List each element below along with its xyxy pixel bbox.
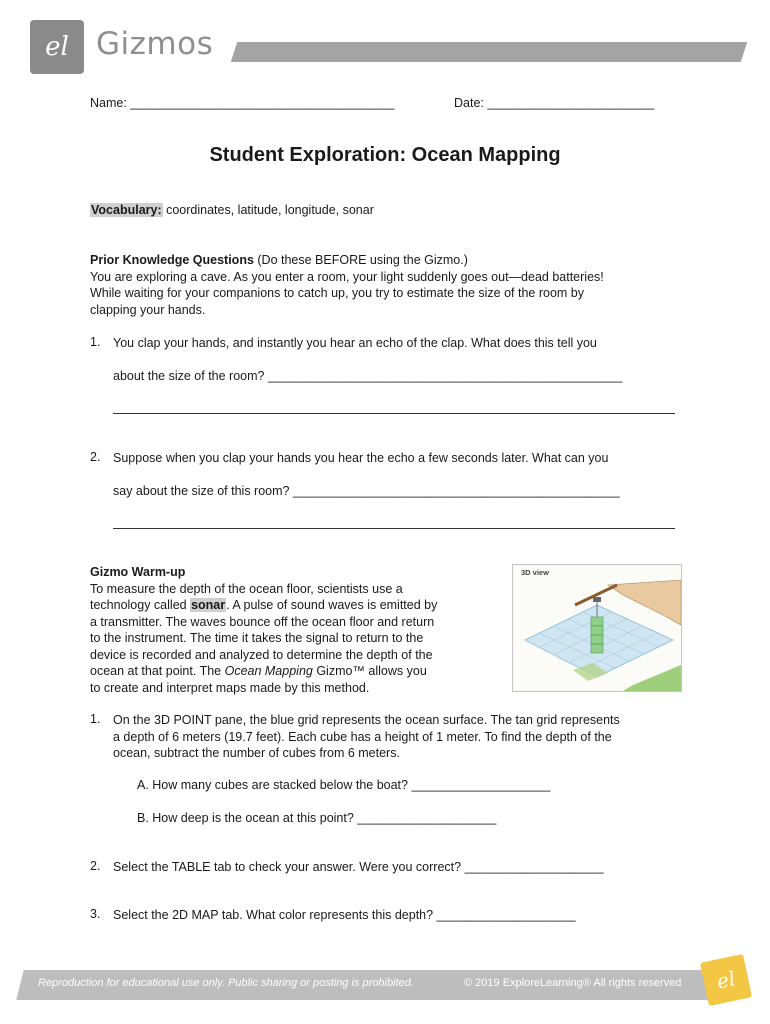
footer-logo: el <box>700 954 752 1006</box>
prior-question-1: You clap your hands, and instantly you hear an echo of the clap. What does this tell you <box>113 336 597 350</box>
warmup-line: a transmitter. The waves bounce off the ocean floor and return <box>90 614 435 629</box>
warmup-question-3[interactable]: Select the 2D MAP tab. What color represents this depth? ____________________ <box>113 908 576 922</box>
question-number: 2. <box>90 450 101 464</box>
prior-heading: Prior Knowledge Questions <box>90 253 254 267</box>
warmup-section: Gizmo Warm-up To measure the depth of the ocean floor, scientists use a technology called sonar. A pulse of sound waves is emitted by a transmitter. The waves bounce off the ocean floor and return to the instrument. The time it takes the signal to return to the device is recorded and analyzed to determine the depth of the ocean at that point. The Ocean Mapping Gizmo™ allows you to create and interpret maps made by this method. <box>90 564 490 696</box>
warmup-line: to create and interpret maps made by this method. <box>90 680 370 695</box>
header-bar <box>231 42 747 62</box>
prior-note: (Do these BEFORE using the Gizmo.) <box>253 253 468 267</box>
ocean-grid-illustration <box>513 565 681 691</box>
footer-copyright: © 2019 ExploreLearning® All rights reserved <box>464 977 682 989</box>
question-number: 1. <box>90 335 101 349</box>
header <box>0 0 770 80</box>
warmup-line: to the instrument. The time it takes the signal to return to the <box>90 631 424 645</box>
warmup-line: device is recorded and analyzed to determine the depth of the <box>90 647 433 662</box>
footer-disclaimer: Reproduction for educational use only. Public sharing or posting is prohibited. <box>38 977 414 989</box>
warmup-question-2[interactable]: Select the TABLE tab to check your answer. Were you correct? ____________________ <box>113 860 604 874</box>
prior-question-2-answer[interactable]: say about the size of this room? _______________________________________________ <box>113 484 620 498</box>
warmup-question-1: On the 3D POINT pane, the blue grid represents the ocean surface. The tan grid represents a depth of 6 meters (19.7 feet). Each cube has a height of 1 meter. To find the depth of the ocean, subtract the number of cubes from 6 meters. <box>113 713 620 760</box>
answer-line[interactable] <box>113 413 675 414</box>
vocabulary-text: coordinates, latitude, longitude, sonar <box>162 203 374 217</box>
figure-label: 3D view <box>521 568 549 577</box>
prior-line: While waiting for your companions to catch up, you try to estimate the size of the room by <box>90 286 584 300</box>
name-field[interactable]: Name: ______________________________________ <box>90 96 395 110</box>
question-number: 3. <box>90 907 101 921</box>
vocabulary-label: Vocabulary: <box>91 203 162 217</box>
question-number: 2. <box>90 859 101 873</box>
prior-knowledge-section <box>90 252 690 318</box>
answer-line[interactable] <box>113 528 675 529</box>
warmup-question-1b[interactable]: B. How deep is the ocean at this point? ____________________ <box>137 811 497 825</box>
warmup-question-1a[interactable]: A. How many cubes are stacked below the boat? ____________________ <box>137 778 551 792</box>
warmup-heading: Gizmo Warm-up <box>90 565 186 579</box>
question-number: 1. <box>90 712 101 726</box>
page-title: Student Exploration: Ocean Mapping <box>209 144 561 166</box>
vocabulary <box>90 202 374 219</box>
date-field[interactable]: Date: ________________________ <box>454 96 655 110</box>
warmup-line: To measure the depth of the ocean floor, scientists use a <box>90 581 403 596</box>
brand-name: Gizmos <box>96 26 214 62</box>
prior-question-1-answer[interactable]: about the size of the room? ___________________________________________________ <box>113 369 623 383</box>
prior-line: You are exploring a cave. As you enter a room, your light suddenly goes out—dead batteries! <box>90 269 604 284</box>
prior-question-2: Suppose when you clap your hands you hear the echo a few seconds later. What can you <box>113 451 609 465</box>
explorelearning-logo: el <box>30 20 84 74</box>
prior-line: clapping your hands. <box>90 302 206 317</box>
sonar-term: sonar <box>191 598 226 612</box>
3d-view-figure <box>512 564 682 692</box>
